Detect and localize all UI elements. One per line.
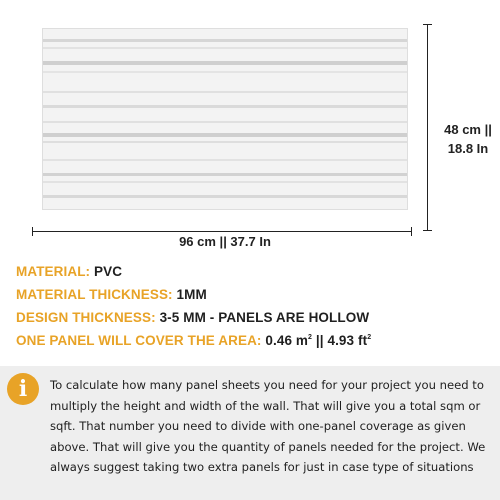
width-dimension-line	[32, 231, 412, 232]
spec-material	[16, 264, 122, 279]
spec-value: 3-5 MM - PANELS ARE HOLLOW	[159, 310, 370, 325]
superscript: 2	[367, 334, 372, 341]
info-icon: i	[7, 373, 39, 405]
height-label	[438, 120, 498, 158]
dimension-cap	[423, 24, 432, 25]
height-dimension-line	[427, 24, 428, 231]
spec-value: 1MM	[176, 287, 207, 302]
panel-groove	[43, 133, 407, 137]
spec-value: PVC	[94, 264, 123, 279]
panel-groove	[43, 91, 407, 93]
spec-key: ONE PANEL WILL COVER THE AREA:	[16, 333, 262, 348]
spec-coverage-area	[16, 333, 371, 348]
panel-groove	[43, 61, 407, 65]
panel-groove	[43, 47, 407, 49]
panel-illustration	[42, 28, 408, 210]
spec-key: DESIGN THICKNESS:	[16, 310, 156, 325]
panel-groove	[43, 195, 407, 198]
spec-key: MATERIAL THICKNESS:	[16, 287, 173, 302]
info-box	[0, 366, 500, 500]
panel-groove	[43, 105, 407, 108]
width-label: 96 cm || 37.7 In	[179, 234, 271, 249]
panel-groove	[43, 181, 407, 183]
spec-design-thickness	[16, 310, 369, 325]
panel-groove	[43, 39, 407, 42]
spec-material-thickness	[16, 287, 207, 302]
panel-groove	[43, 173, 407, 176]
panel-groove	[43, 71, 407, 73]
coverage-sqm: 0.46 m	[265, 333, 309, 348]
dimension-cap	[423, 230, 432, 231]
panel-groove	[43, 121, 407, 123]
dimension-cap	[32, 227, 33, 236]
panel-groove	[43, 141, 407, 143]
height-label-line-2: 18.8 In	[447, 141, 489, 156]
height-label-line-1: 48 cm ||	[444, 122, 492, 137]
superscript: 2	[308, 334, 313, 341]
info-text: To calculate how many panel sheets you need for your project you need to multiply the height and width of the wall. That will give you a total sqm or sqft. That number you need to divide with one-panel coverage as given above. That will give you the quantity of panels needed for the project. We always suggest taking two extra panels for just in case type of situations	[50, 378, 486, 474]
dimension-cap	[411, 227, 412, 236]
coverage-sqft: || 4.93 ft	[312, 333, 368, 348]
spec-key: MATERIAL:	[16, 264, 91, 279]
panel-groove	[43, 159, 407, 161]
spec-value	[265, 333, 371, 348]
